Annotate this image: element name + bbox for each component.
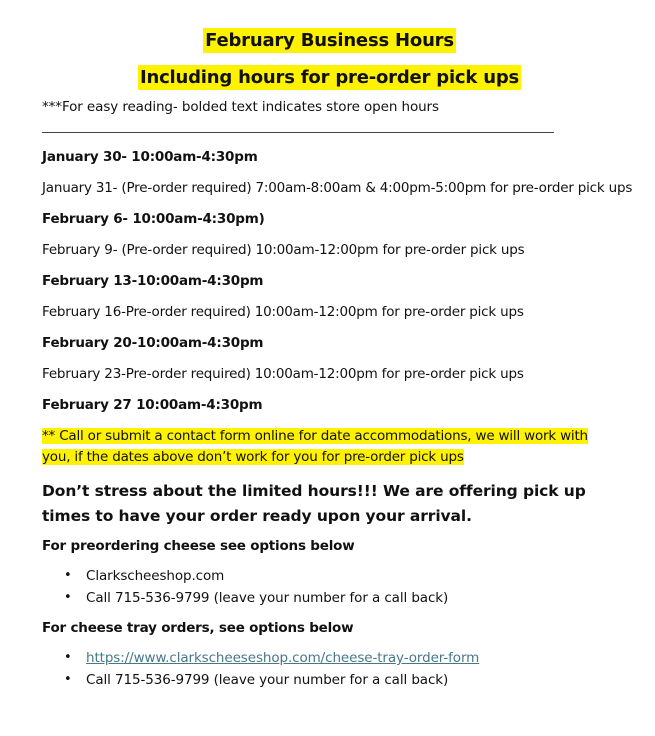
schedule-row: January 31- (Pre-order required) 7:00am-8:00am & 4:00pm-5:00pm for pre-order pick ups [42, 180, 633, 196]
accommodation-note-text: ** Call or submit a contact form online for date accommodations, we will work with you, if the dates above don’t work for you for pre-order pick ups [42, 428, 588, 465]
list-item [86, 647, 617, 669]
list-item [86, 669, 617, 691]
schedule-row: February 16-Pre-order required) 10:00am-12:00pm for pre-order pick ups [42, 304, 524, 320]
schedule-row: February 27 10:00am-4:30pm [42, 397, 263, 413]
page-title: February Business Hours [205, 30, 454, 51]
schedule-row: February 13-10:00am-4:30pm [42, 273, 264, 289]
page-subtitle: Including hours for pre-order pick ups [139, 67, 520, 88]
schedule-row: February 9- (Pre-order required) 10:00am-12:00pm for pre-order pick ups [42, 242, 525, 258]
cheese-tray-heading: For cheese tray orders, see options below [42, 620, 354, 636]
schedule-row: February 23-Pre-order required) 10:00am-12:00pm for pre-order pick ups [42, 366, 524, 382]
list-item [86, 587, 617, 609]
reading-note: ***For easy reading- bolded text indicates store open hours [42, 99, 439, 115]
preorder-heading: For preordering cheese see options below [42, 538, 355, 554]
document-page [42, 26, 633, 691]
title-block [88, 26, 571, 90]
preorder-website: Clarkscheeshop.com [86, 568, 225, 584]
cheese-tray-options-list [42, 647, 617, 691]
preorder-phone: Call 715-536-9799 (leave your number for a call back) [86, 590, 449, 606]
divider-line [42, 132, 554, 133]
cheese-tray-order-link[interactable]: https://www.clarkscheeseshop.com/cheese-tray-order-form [86, 650, 480, 666]
accommodation-note [42, 426, 617, 468]
schedule-row: February 20-10:00am-4:30pm [42, 335, 264, 351]
pickup-headline: Don’t stress about the limited hours!!! We are offering pick up times to have your order ready upon your arrival. [42, 482, 586, 525]
schedule-row: January 30- 10:00am-4:30pm [42, 149, 258, 165]
cheese-tray-phone: Call 715-536-9799 (leave your number for a call back) [86, 672, 449, 688]
preorder-options-list [42, 565, 617, 609]
schedule-row: February 6- 10:00am-4:30pm) [42, 211, 265, 227]
list-item [86, 565, 617, 587]
